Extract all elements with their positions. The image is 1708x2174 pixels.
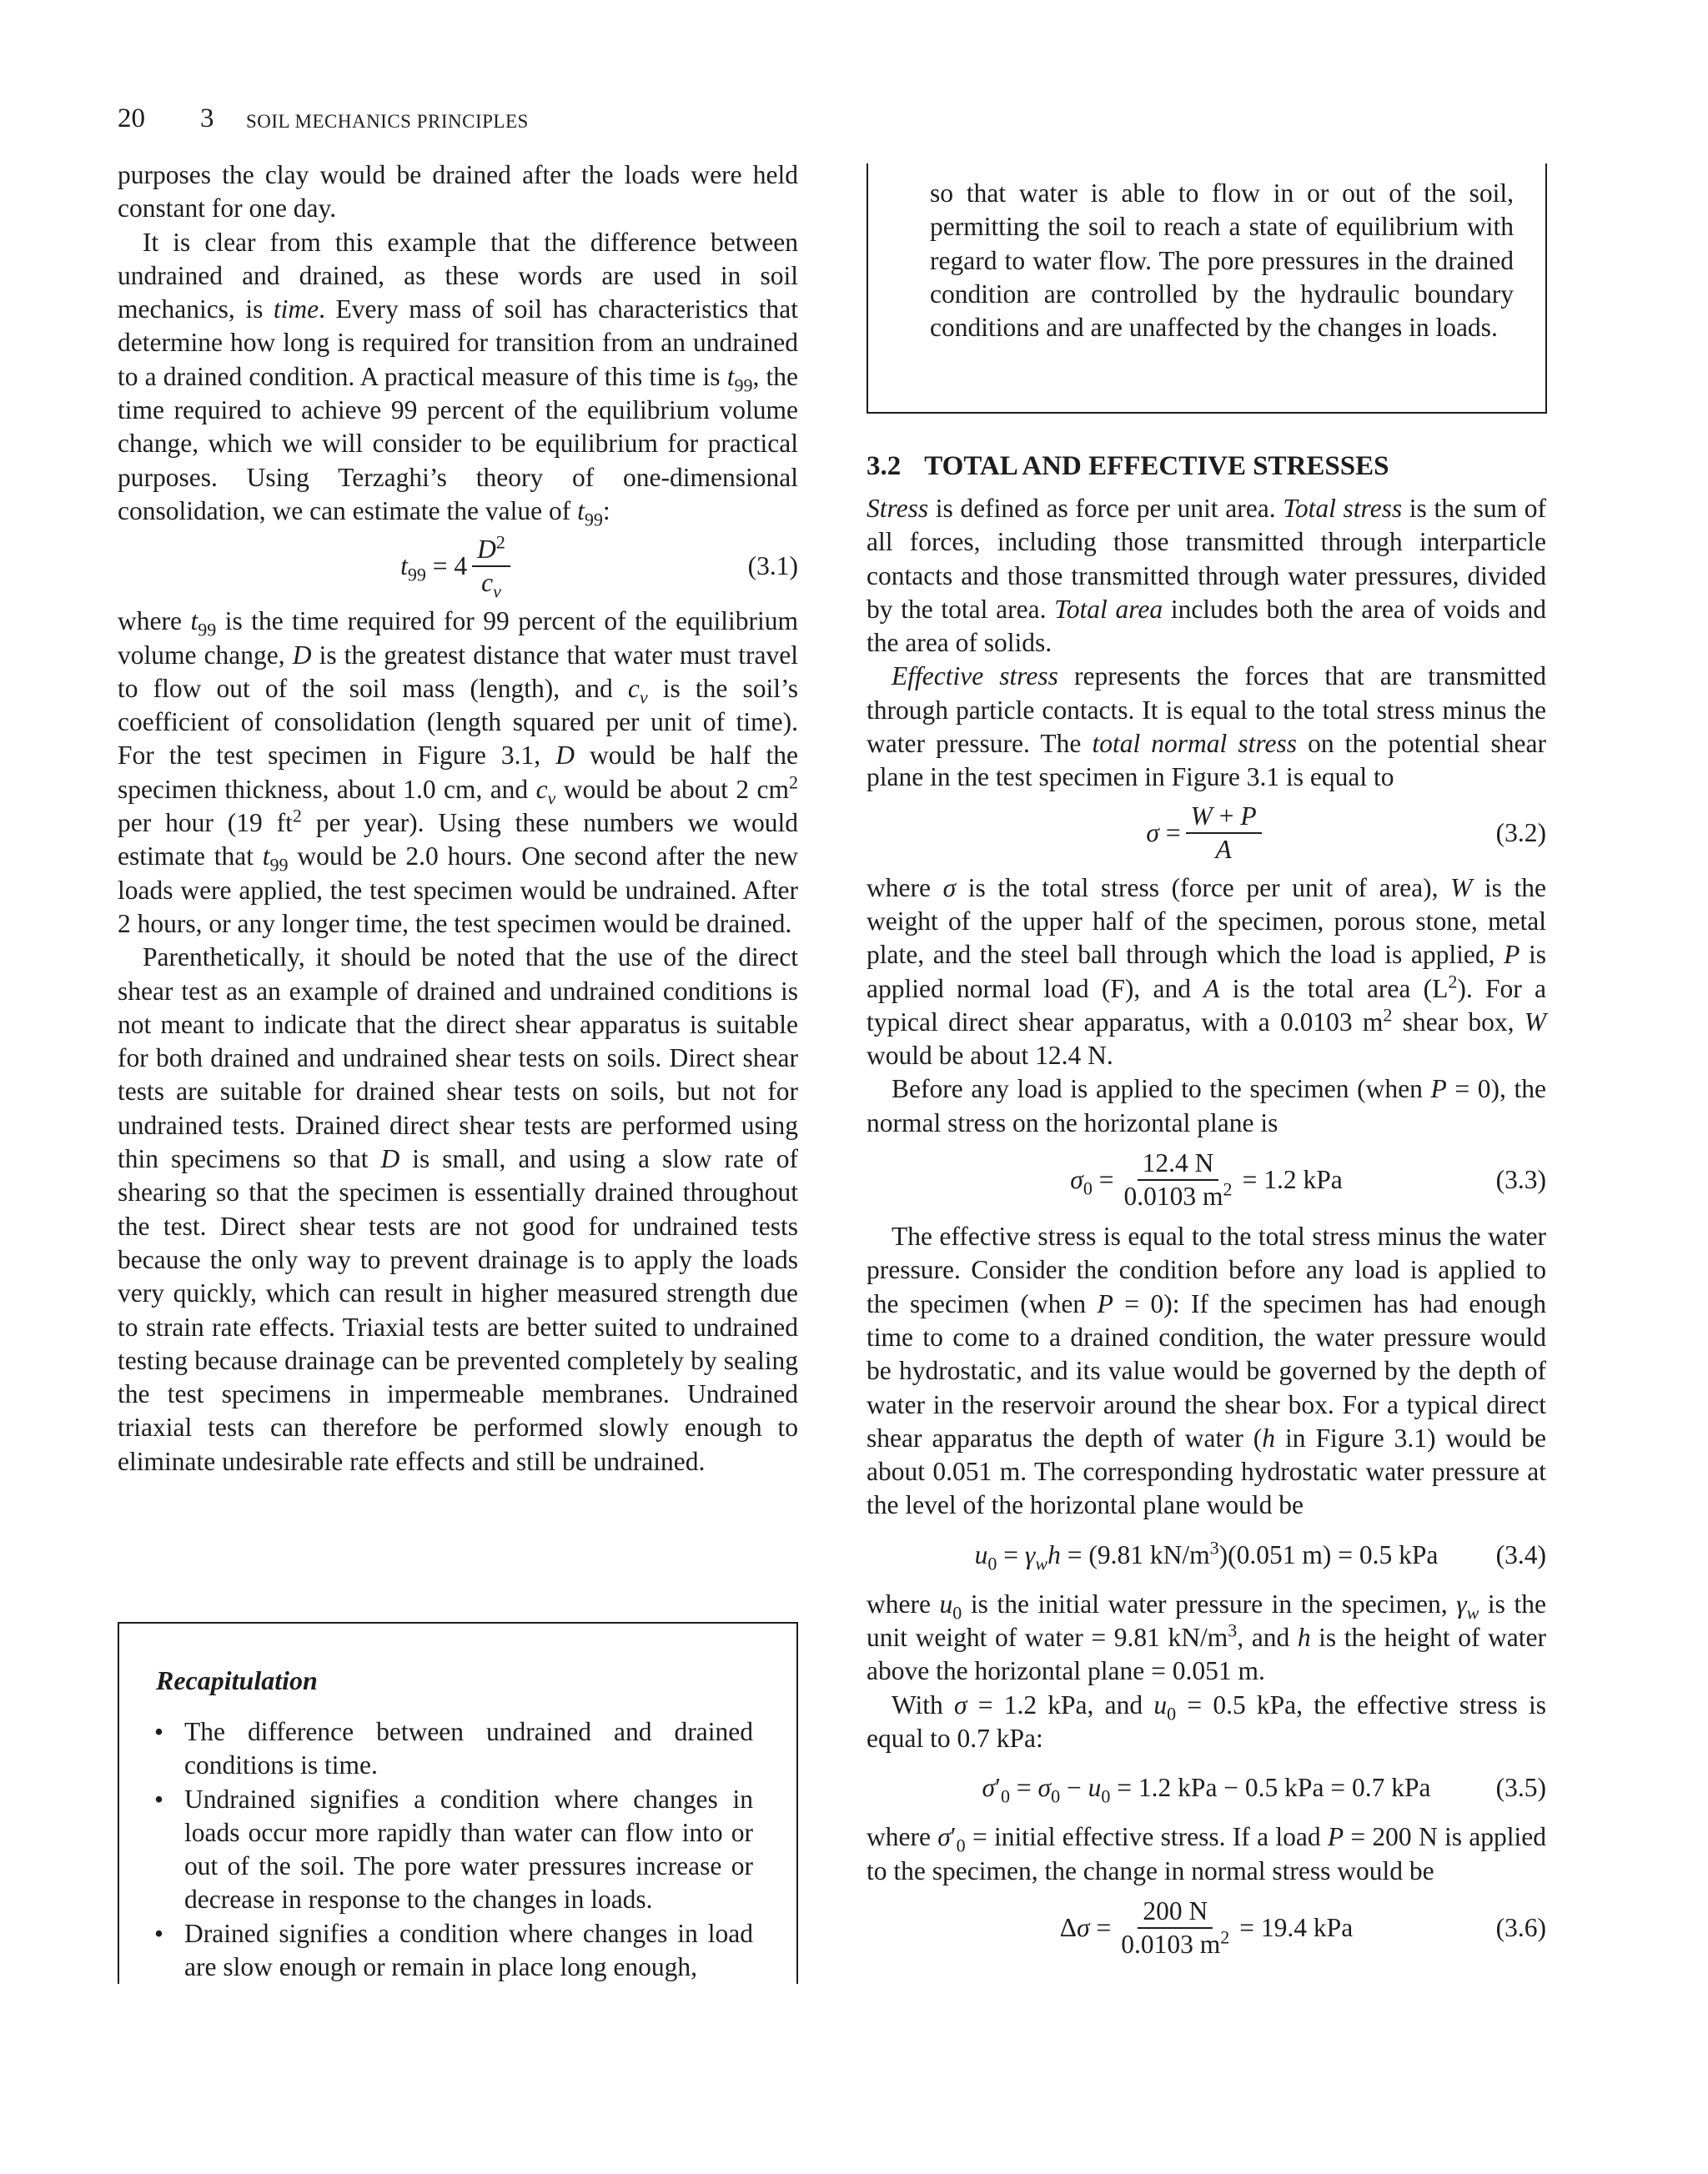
- equation-3-6: Δσ = $\frac{200 N}{0.0103 m^2}$ = 19.4 kPa (3.6): [1059, 1895, 1546, 1959]
- equation-number: (3.4): [1495, 1539, 1546, 1569]
- equation-3-4: $u_0 = \gamma_wh = (9.81$ $kN/m^3)(0.051$ m) = 0.5 kPa (3.4): [974, 1537, 1546, 1574]
- paragraph: where $t_{99}$ is the time required for 99 percent of the equilibrium volume change, D is the greatest distance that water must travel to flow out of the soil mass (length), and $c_v$ is the soil’s coefficient of consolidation (length squared per unit of time). For the test specimen in Figure 3.1, D would be half the specimen thickness, about 1.0 cm, and $c_v$ would be about 2 $cm^2$ per hour (19 $ft^2$ per year). Using these numbers we would estimate that $t_{99}$ would be 2.0 hours. One second after the new loads were applied, the test specimen would be undrained. After 2 hours, or any longer time, the test specimen would be drained.: [118, 606, 799, 938]
- list-item: • The difference between undrained and drained conditions is time.: [153, 1715, 753, 1783]
- section-number: 3.2: [867, 451, 902, 481]
- paragraph: where σ is the total stress (force per unit of area), W is the weight of the upper half of the specimen, porous stone, metal plate, and the steel ball through which the load is applied, P is applied normal load (F), and A is the total area $(L^2)$. For a typical direct shear apparatus, with a 0.0103 $m^2$ shear box, W would be about 12.4 N.: [867, 872, 1547, 1071]
- equation-3-1: $t_{99} = 4$ $\frac{D^2}{c_v}$ (3.1): [400, 531, 798, 602]
- paragraph: purposes the clay would be drained after the loads were held constant for one day.: [118, 160, 798, 223]
- section-title: TOTAL AND EFFECTIVE STRESSES: [924, 451, 1389, 481]
- equation-3-2: σ = $\frac{W + P}{A}$ (3.2): [1146, 801, 1546, 864]
- recap-box: [118, 1622, 798, 1984]
- recap-title: Recapitulation: [156, 1665, 318, 1695]
- equation-number: (3.5): [1495, 1773, 1546, 1803]
- equation-3-5: $\sigma'_0 = \sigma_0 - u_0 = 1.2$ kPa − 0.5 kPa = 0.7 kPa (3.5): [982, 1773, 1546, 1807]
- recap-continued-box: [867, 163, 1547, 414]
- list-item: • Undrained signifies a condition where changes in loads occur more rapidly than water can flow into or out of the soil. The pore water pressures increase or decrease in response to the changes in loads.: [153, 1783, 753, 1917]
- paragraph: where $\sigma'_0$ = initial effective stress. If a load P = 200 N is applied to the specimen, the change in normal stress would be: [867, 1822, 1546, 1885]
- equation-number: (3.3): [1495, 1164, 1546, 1194]
- paragraph: Effective stress represents the forces that are transmitted through particle contacts. It is equal to the total stress minus the water pressure. The total normal stress on the potential shear plane in the test specimen in Figure 3.1 is equal to: [867, 661, 1546, 792]
- equation-number: (3.6): [1495, 1912, 1546, 1942]
- paragraph: where $u_0$ is the initial water pressure in the specimen, $\gamma_w$ is the unit weight of water = 9.81 $kN/m^3$, and h is the height of water above the horizontal plane = 0.051 m.: [867, 1589, 1547, 1686]
- list-item: • Drained signifies a condition where changes in load are slow enough or remain in place long enough,: [153, 1917, 753, 1985]
- chapter-title: SOIL MECHANICS PRINCIPLES: [246, 111, 529, 132]
- paragraph: Stress is defined as force per unit area. Total stress is the sum of all forces, including those transmitted through interparticle contacts and those transmitted through water pressures, divided by the total area. Total area includes both the area of voids and the area of solids.: [867, 494, 1547, 658]
- right-column: [867, 492, 1546, 1968]
- recap-continued-text: so that water is able to flow in or out of the soil, permitting the soil to reach a state of equilibrium with regard to water flow. The pore pressures in the drained condition are controlled by the hydraulic boundary conditions and are unaffected by the changes in loads.: [930, 178, 1514, 343]
- page-number: 20: [118, 103, 145, 133]
- section-heading: [867, 451, 1389, 482]
- chapter-number: 3: [200, 103, 214, 133]
- equation-number: (3.1): [747, 551, 798, 581]
- equation-3-3: $\sigma_0$ = $\frac{12.4 N}{0.0103 m^2}$ = 1.2 kPa (3.3): [1070, 1148, 1546, 1212]
- paragraph: With σ = 1.2 kPa, and $u_0 = 0.5$ kPa, the effective stress is equal to 0.7 kPa:: [867, 1689, 1546, 1753]
- paragraph: Parenthetically, it should be noted that the use of the direct shear test as an example of drained and undrained conditions is not meant to indicate that the direct shear apparatus is suitable for both drained and undrained shear tests on soils. Direct shear tests are suitable for drained shear tests on soils, but not for undrained tests. Drained direct shear tests are performed using thin specimens so that D is small, and using a slow rate of shearing so that the specimen is essentially drained throughout the test. Direct shear tests are not good for undrained tests because the only way to prevent drainage is to apply the loads very quickly, which can result in higher measured strength due to strain rate effects. Triaxial tests are better suited to undrained testing because drainage can be prevented completely by sealing the test specimens in impermeable membranes. Undrained triaxial tests can therefore be performed slowly enough to eliminate undesirable rate effects and still be undrained.: [118, 942, 798, 1476]
- paragraph: Before any load is applied to the specimen (when P = 0), the normal stress on the horizontal plane is: [867, 1074, 1546, 1137]
- paragraph: The effective stress is equal to the total stress minus the water pressure. Consider the condition before any load is applied to the specimen (when P = 0): If the specimen has had enough time to come to a drained condition, the water pressure would be hydrostatic, and its value would be governed by the depth of water in the reservoir around the shear box. For a typical direct shear apparatus the depth of water (h in Figure 3.1) would be about 0.051 m. The corresponding hydrostatic water pressure at the level of the horizontal plane would be: [867, 1222, 1546, 1520]
- left-column: [118, 158, 798, 1479]
- recap-list: [153, 1715, 753, 1984]
- paragraph: It is clear from this example that the difference between undrained and drained, as these words are used in soil mechanics, is time. Every mass of soil has characteristics that determine how long is required for transition from an undrained to a drained condition. A practical measure of this time is $t_{99}$, the time required to achieve 99 percent of the equilibrium volume change, which we will consider to be equilibrium for practical purposes. Using Terzaghi’s theory of one-dimensional consolidation, we can estimate the value of $t_{99}$:: [118, 227, 798, 530]
- equation-number: (3.2): [1495, 817, 1546, 847]
